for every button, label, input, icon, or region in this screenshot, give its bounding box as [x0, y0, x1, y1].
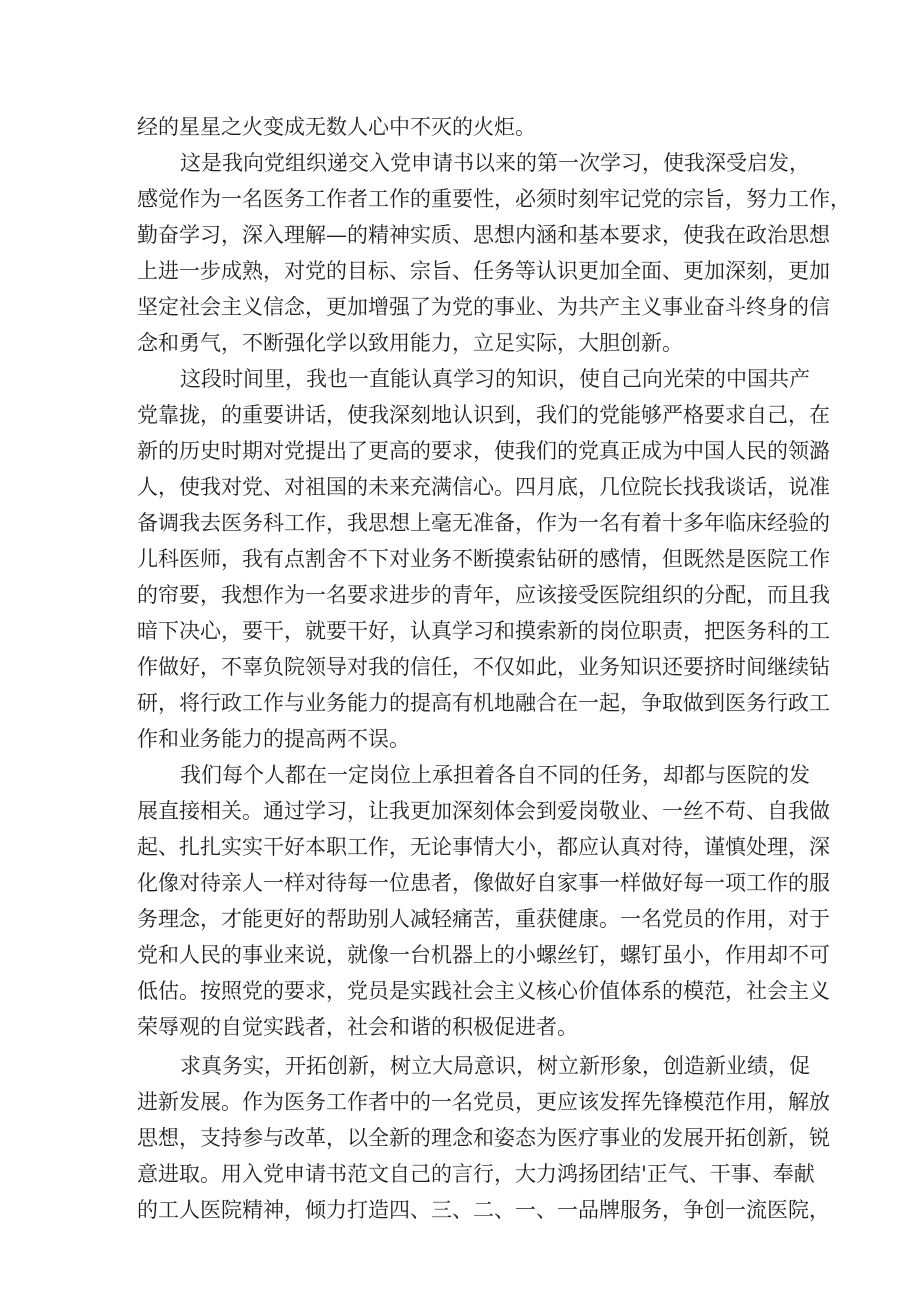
text-line: 求真务实，开拓创新，树立大局意识，树立新形象，创造新业绩，促 — [180, 1054, 810, 1078]
text-line: 的帘要，我想作为一名要求进步的青年，应该接受医院组织的分配，而且我 — [137, 583, 830, 607]
text-line: 儿科医师，我有点割舍不下对业务不断摸索钻研的感情，但既然是医院工作 — [137, 547, 830, 571]
text-line: 上进一步成熟，对党的目标、宗旨、任务等认识更加全面、更加深刻，更加 — [137, 259, 830, 283]
text-line: 党和人民的事业来说，就像一台机器上的小螺丝钉，螺钉虽小，作用却不可 — [137, 943, 830, 967]
text-line: 化像对待亲人一样对待每一位患者，像做好自家事一样做好每一项工作的服 — [137, 871, 830, 895]
text-line: 勤奋学习，深入理解—的精神实质、思想内涵和基本要求，使我在政治思想 — [137, 223, 830, 247]
text-line: 荣辱观的自觉实践者，社会和谐的积极促进者。 — [137, 1015, 578, 1039]
text-line: 研，将行政工作与业务能力的提高有机地融合在一起，争取做到医务行政工 — [137, 691, 830, 715]
text-line: 务理念，才能更好的帮助别人减轻痛苦，重获健康。一名党员的作用，对于 — [137, 907, 830, 931]
text-line: 暗下决心，要干，就要干好，认真学习和摸索新的岗位职责，把医务科的工 — [137, 619, 830, 643]
text-line: 我们每个人都在一定岗位上承担着各自不同的任务，却都与医院的发 — [180, 763, 810, 787]
text-line: 的工人医院精神，倾力打造四、三、二、一、一品牌服务，争创一流医院， — [137, 1198, 830, 1222]
text-line: 念和勇气，不断强化学以致用能力，立足实际，大胆创新。 — [137, 331, 683, 355]
text-line: 这是我向党组织递交入党申请书以来的第一次学习，使我深受启发， — [180, 151, 810, 175]
text-line: 意进取。用入党申请书范文自己的言行，大力鸿扬团结'正气、干事、奉献 — [137, 1162, 815, 1186]
text-line: 展直接相关。通过学习，让我更加深刻体会到爱岗敬业、一丝不苟、自我做 — [137, 799, 830, 823]
text-line: 作做好，不辜负院领导对我的信任，不仅如此，业务知识还要挤时间继续钻 — [137, 655, 830, 679]
text-line: 作和业务能力的提高两不误。 — [137, 727, 410, 751]
text-line: 这段时间里，我也一直能认真学习的知识，使自己向光荣的中国共产 — [180, 367, 810, 391]
text-line: 低估。按照党的要求，党员是实践社会主义核心价值体系的模范，社会主义 — [137, 979, 830, 1003]
text-line: 经的星星之火变成无数人心中不灭的火炬。 — [137, 115, 536, 139]
text-line: 人，使我对党、对祖国的未来充满信心。四月底，几位院长找我谈话，说准 — [137, 475, 830, 499]
text-line: 进新发展。作为医务工作者中的一名党员，更应该发挥先锋模范作用，解放 — [137, 1090, 830, 1114]
text-line: 感觉作为一名医务工作者工作的重要性，必须时刻牢记党的宗旨，努力工作， — [137, 187, 851, 211]
text-line: 党靠拢，的重要讲话，使我深刻地认识到，我们的党能够严格要求自己，在 — [137, 403, 830, 427]
text-line: 新的历史时期对党提出了更高的要求，使我们的党真正成为中国人民的领潞 — [137, 439, 830, 463]
text-line: 坚定社会主义信念，更加增强了为党的事业、为共产主义事业奋斗终身的信 — [137, 295, 830, 319]
text-line: 备调我去医务科工作，我思想上毫无准备，作为一名有着十多年临床经验的 — [137, 511, 830, 535]
text-line: 起、扎扎实实干好本职工作，无论事情大小，都应认真对待，谨慎处理，深 — [137, 835, 830, 859]
text-line: 思想，支持参与改革，以全新的理念和姿态为医疗事业的发展开拓创新，锐 — [137, 1126, 830, 1150]
